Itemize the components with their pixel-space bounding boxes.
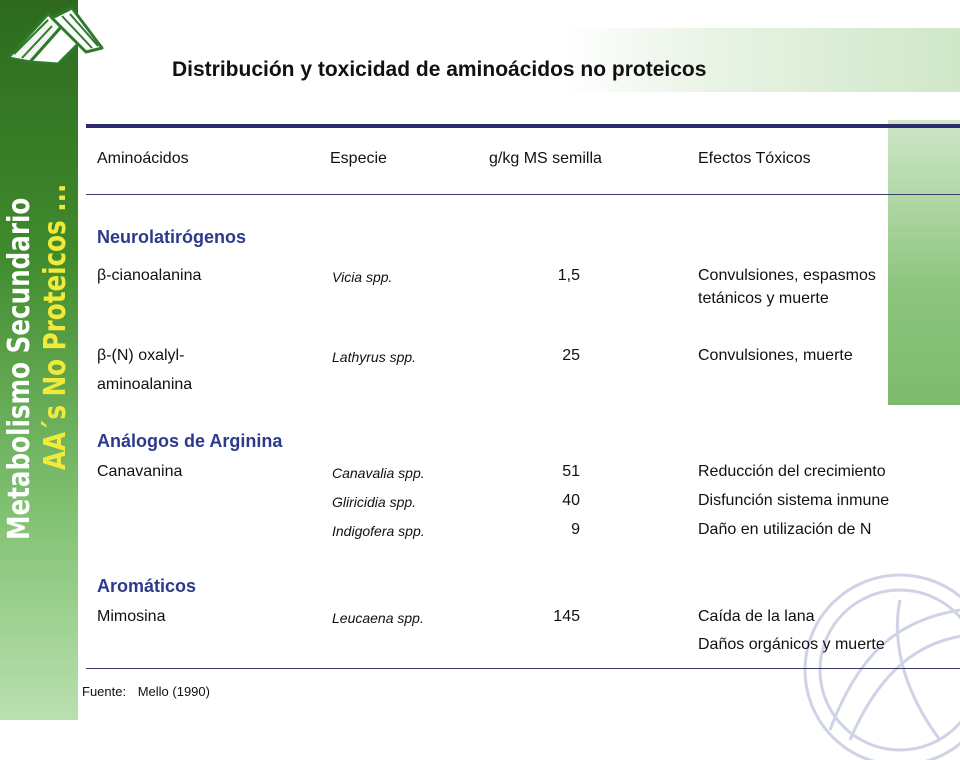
row-aminoacid: β-cianoalanina bbox=[97, 267, 202, 284]
section-title: Neurolatirógenos bbox=[97, 227, 247, 247]
header-especie: Especie bbox=[330, 150, 387, 167]
row-species: Vicia spp. bbox=[332, 269, 393, 285]
row-value: 145 bbox=[553, 608, 580, 625]
row-aminoacid: Canavanina bbox=[97, 463, 183, 480]
row-effect: Disfunción sistema inmune bbox=[698, 492, 890, 509]
table-top-rule bbox=[86, 124, 960, 128]
row-species: Gliricidia spp. bbox=[332, 494, 417, 510]
row-value: 1,5 bbox=[557, 267, 580, 284]
source-reference: Mello (1990) bbox=[137, 684, 210, 699]
row-effect-cont: Daños orgánicos y muerte bbox=[698, 636, 885, 653]
header-rule bbox=[86, 194, 960, 195]
row-species: Leucaena spp. bbox=[332, 610, 424, 626]
row-aminoacid: β-(N) oxalyl- bbox=[97, 347, 185, 364]
row-aminoacid: Mimosina bbox=[97, 608, 166, 625]
row-effect: Convulsiones, muerte bbox=[698, 347, 853, 364]
source-note bbox=[82, 684, 210, 699]
row-species: Lathyrus spp. bbox=[332, 349, 417, 365]
row-effect-cont: tetánicos y muerte bbox=[698, 290, 829, 307]
table-bottom-rule bbox=[86, 668, 960, 669]
sidebar-title: Metabolismo Secundario bbox=[2, 197, 37, 540]
source-label: Fuente: bbox=[82, 684, 127, 699]
row-effect: Daño en utilización de N bbox=[698, 521, 872, 538]
row-value: 9 bbox=[571, 521, 580, 538]
header-efectos: Efectos Tóxicos bbox=[698, 150, 811, 167]
right-accent-band bbox=[888, 120, 960, 405]
watermark-logo-icon bbox=[790, 560, 960, 760]
section-title: Aromáticos bbox=[97, 576, 197, 596]
header-gkg: g/kg MS semilla bbox=[489, 150, 602, 167]
sidebar-subtitle: AA´s No Proteicos ... bbox=[38, 183, 73, 470]
row-aminoacid-cont: aminoalanina bbox=[97, 376, 193, 393]
row-value: 25 bbox=[562, 347, 580, 364]
row-species: Canavalia spp. bbox=[332, 465, 425, 481]
row-value: 40 bbox=[562, 492, 580, 509]
row-species: Indigofera spp. bbox=[332, 523, 425, 539]
row-effect: Reducción del crecimiento bbox=[698, 463, 886, 480]
row-effect: Caída de la lana bbox=[698, 608, 815, 625]
section-title: Análogos de Arginina bbox=[97, 431, 283, 451]
header-aminoacidos: Aminoácidos bbox=[97, 150, 189, 167]
row-effect: Convulsiones, espasmos bbox=[698, 267, 876, 284]
row-value: 51 bbox=[562, 463, 580, 480]
page-title: Distribución y toxicidad de aminoácidos no proteicos bbox=[172, 58, 707, 81]
